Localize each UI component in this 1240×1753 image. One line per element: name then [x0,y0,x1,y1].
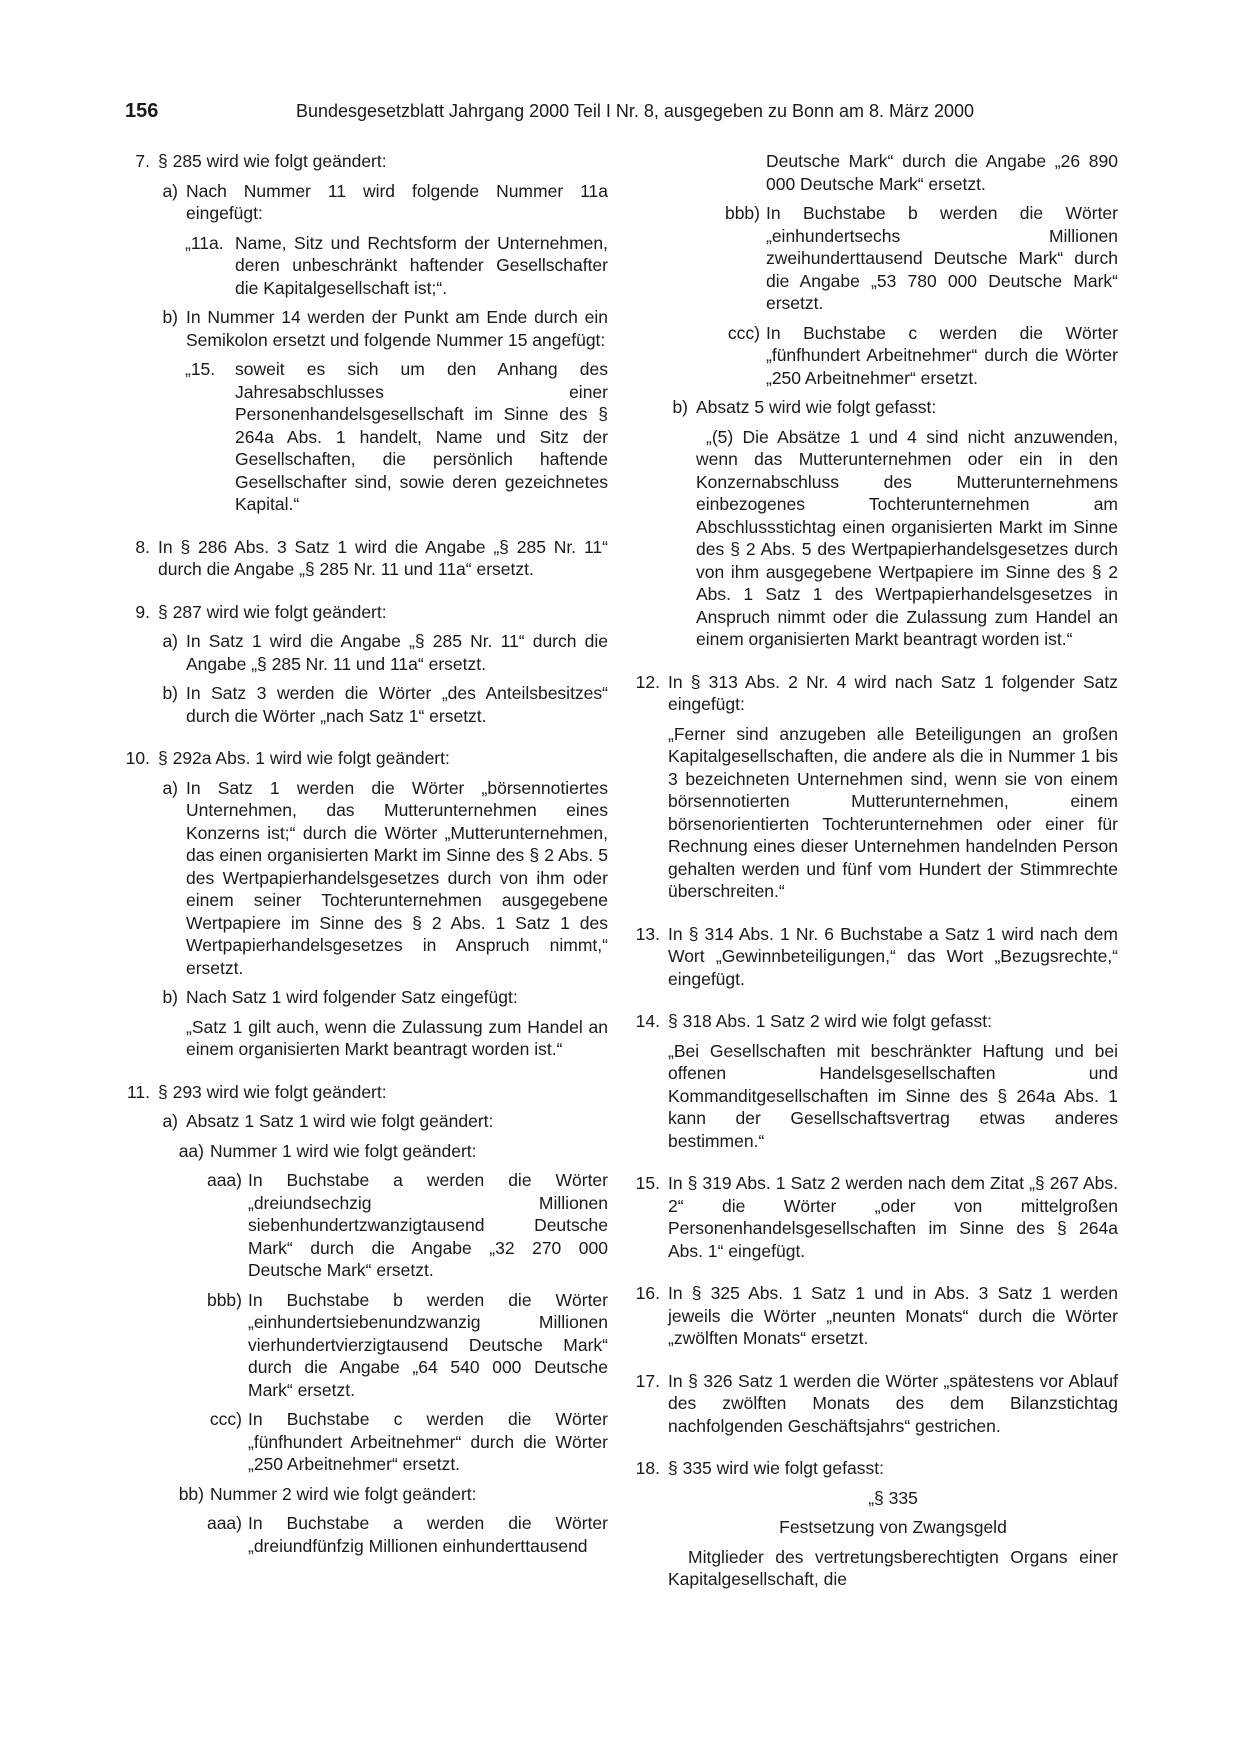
list-item [120,358,608,516]
continued-text: Deutsche Mark“ durch die Angabe „26 890 000 Deutsche Mark“ ersetzt. [766,151,1118,194]
item-number: b) [162,683,178,703]
list-item [630,396,1118,419]
list-item [630,1370,1118,1438]
item-text: In Buchstabe a werden die Wörter „dreiundfünfzig Millionen einhunderttausend [248,1513,608,1556]
item-number: 15. [635,1173,660,1193]
list-item [630,322,1118,390]
left-column [120,150,608,1557]
item-text: In § 326 Satz 1 werden die Wörter „spätestens vor Ablauf des zwölften Monats des dem Bilanzstichtag nachfolgenden Geschäftsjahrs“ gestrichen. [668,1370,1118,1436]
item-number: ccc) [727,322,760,343]
list-item [630,1282,1118,1350]
quoted-text: „Ferner sind anzugeben alle Beteiligungen an großen Kapitalgesellschaften, die andere als die in Nummer 1 bis 3 bezeichneten Unternehmen sind, wenn sie von einem börsennotierten Mutterunternehmen, einem börsenorientierten Tochterunternehmen oder einer für Rechnung eines dieser Unternehmen handelnden Person gehalten werden und fünf vom Hundert der Stimmrechte überschreiten.“ [668,723,1118,901]
item-text: In Buchstabe b werden die Wörter „einhundertsechs Millionen zweihunderttausend Deutsche Mark“ durch die Angabe „53 780 000 Deutsche Mark“ ersetzt. [766,203,1118,313]
item-text: soweit es sich um den Anhang des Jahresabschlusses einer Personenhandelsgesellschaft im Sinne des § 264a Abs. 1 handelt, Name und Sitz der Gesellschaften, die persönlich haftende Gesellschafter sind, sowie deren gezeichnetes Kapital.“ [235,359,608,514]
item-number: aa) [178,1140,204,1161]
item-number: bbb) [206,1289,242,1310]
item-text: Nummer 2 wird wie folgt geändert: [210,1483,477,1504]
list-item [120,747,608,770]
item-number: 16. [635,1283,660,1303]
item-number: 11. [126,1081,150,1102]
list-item [120,601,608,624]
list-item [120,180,608,225]
quoted-text: „Bei Gesellschaften mit beschränkter Haftung und bei offenen Handelsgesellschaften und Kommanditgesellschaften im Sinne des § 264a Abs. 1 kann der Gesellschaftsvertrag etwas anderes bestimmen.“ [668,1040,1118,1151]
item-number: b) [162,987,178,1007]
item-text: In § 313 Abs. 2 Nr. 4 wird nach Satz 1 folgender Satz eingefügt: [668,671,1118,714]
list-item [120,777,608,980]
item-number: a) [162,180,178,201]
item-text: In § 319 Abs. 1 Satz 2 werden nach dem Zitat „§ 267 Abs. 2“ die Wörter „oder von mittelgroßen Personenhandelsgesellschaften im Sinne des § 264a Abs. 1“ eingefügt. [668,1173,1118,1261]
list-item [120,1289,608,1402]
item-number: b) [672,397,688,417]
item-number: 18. [635,1458,660,1478]
list-item [120,986,608,1009]
item-number: bbb) [724,203,760,223]
item-number: a) [162,777,178,798]
list-item [120,232,608,300]
list-item [630,1172,1118,1262]
item-number: 14. [635,1011,660,1031]
list-item [630,1457,1118,1480]
item-text: Absatz 1 Satz 1 wird wie folgt geändert: [186,1111,494,1131]
page-number: 156 [125,100,159,122]
item-number: a) [162,631,178,651]
item-number: 10. [125,748,150,768]
item-text: In Buchstabe b werden die Wörter „einhundertsiebenundzwanzig Millionen vierhundertvierzigtausend Deutsche Mark“ durch die Angabe „64 540 000 Deutsche Mark“ ersetzt. [248,1289,608,1400]
section-text: Mitglieder des vertretungsberechtigten Organs einer Kapitalgesellschaft, die [668,1546,1118,1589]
item-text: § 293 wird wie folgt geändert: [158,1081,387,1102]
list-item [120,1169,608,1282]
item-number: b) [162,307,178,327]
item-number: 12. [635,671,660,692]
list-item [120,1081,608,1104]
section-number: „§ 335 [868,1487,918,1508]
item-text: § 335 wird wie folgt gefasst: [668,1458,884,1478]
item-number: aaa) [206,1170,242,1190]
list-item [120,1110,608,1133]
item-number: 9. [135,601,150,622]
item-number: ccc) [209,1409,242,1429]
item-number: 7. [135,151,150,171]
item-number: a) [162,1111,178,1131]
list-item [120,150,608,173]
list-item [120,1512,608,1557]
item-text: In § 286 Abs. 3 Satz 1 wird die Angabe „§ 285 Nr. 11“ durch die Angabe „§ 285 Nr. 11 und 11a“ ersetzt. [158,536,608,579]
running-title: Bundesgesetzblatt Jahrgang 2000 Teil I Nr. 8, ausgegeben zu Bonn am 8. März 2000 [295,101,975,121]
item-text: § 318 Abs. 1 Satz 2 wird wie folgt gefasst: [668,1011,992,1031]
item-text: In Buchstabe c werden die Wörter „fünfhundert Arbeitnehmer“ durch die Wörter „250 Arbeitnehmer“ ersetzt. [766,322,1118,388]
quoted-text: „(5) Die Absätze 1 und 4 sind nicht anzuwenden, wenn das Mutterunternehmen oder ein in den Konzernabschluss des Mutterunternehmens einbezogenes Tochterunternehmen am Abschlussstichtag einen organisierten Markt im Sinne des § 2 Abs. 5 des Wertpapierhandelsgesetzes durch von ihm ausgegebene Wertpapiere im Sinne des § 2 Abs. 1 Satz 1 des Wertpapierhandelsgesetzes in Anspruch nimmt oder die Zulassung zum Handel an einem organisierten Markt beantragt worden ist.“ [696,426,1118,649]
item-text: Absatz 5 wird wie folgt gefasst: [696,397,937,417]
list-item [120,1140,608,1163]
right-column [630,150,1118,1591]
item-number: „11a. [185,232,224,253]
page-header [125,100,1115,126]
item-text: Name, Sitz und Rechtsform der Unternehmen, deren unbeschränkt haftender Gesellschafter die Kapitalgesellschaft ist;“. [235,232,608,298]
item-number: bb) [178,1483,204,1504]
list-item [120,682,608,727]
list-item [120,536,608,581]
item-text: In Satz 3 werden die Wörter „des Anteilsbesitzes“ durch die Wörter „nach Satz 1“ ersetzt. [186,683,608,726]
list-item [120,630,608,675]
item-text: § 285 wird wie folgt geändert: [158,151,387,171]
quoted-text: „Satz 1 gilt auch, wenn die Zulassung zum Handel an einem organisierten Markt beantragt worden ist.“ [186,1016,608,1059]
item-number: 8. [135,536,150,557]
item-number: 13. [635,923,660,944]
item-text: In § 325 Abs. 1 Satz 1 und in Abs. 3 Satz 1 werden jeweils die Wörter „neunten Monats“ durch die Wörter „zwölften Monats“ ersetzt. [668,1283,1118,1348]
item-text: Nach Nummer 11 wird folgende Nummer 11a eingefügt: [186,180,608,223]
item-text: In § 314 Abs. 1 Nr. 6 Buchstabe a Satz 1 wird nach dem Wort „Gewinnbeteiligungen,“ das Wort „Bezugsrechte,“ eingefügt. [668,923,1118,989]
item-number: aaa) [206,1513,242,1533]
list-item [630,671,1118,716]
list-item [120,1408,608,1476]
item-text: § 292a Abs. 1 wird wie folgt geändert: [158,748,450,768]
item-text: In Nummer 14 werden der Punkt am Ende durch ein Semikolon ersetzt und folgende Nummer 15 angefügt: [186,307,608,350]
section-heading: Festsetzung von Zwangsgeld [779,1517,1007,1537]
list-item [630,1010,1118,1033]
item-text: § 287 wird wie folgt geändert: [158,601,387,622]
item-text: Nach Satz 1 wird folgender Satz eingefügt: [186,987,518,1007]
item-text: In Buchstabe c werden die Wörter „fünfhundert Arbeitnehmer“ durch die Wörter „250 Arbeitnehmer“ ersetzt. [248,1409,608,1474]
item-text: Nummer 1 wird wie folgt geändert: [210,1140,477,1161]
list-item [120,1483,608,1506]
item-number: „15. [185,359,216,379]
item-text: In Buchstabe a werden die Wörter „dreiundsechzig Millionen siebenhundertzwanzigtausend Deutsche Mark“ durch die Angabe „32 270 000 Deutsche Mark“ ersetzt. [248,1170,608,1280]
item-text: In Satz 1 werden die Wörter „börsennotiertes Unternehmen, das Mutterunternehmen eines Konzerns ist;“ durch die Wörter „Mutterunternehmen, das einen organisierten Markt im Sinne des § 2 Abs. 5 des Wertpapierhandelsgesetzes durch von ihm oder einem seiner Tochterunternehmen ausgegebene Wertpapiere im Sinne des § 2 Abs. 1 Satz 1 des Wertpapierhandelsgesetzes in Anspruch nimmt,“ ersetzt. [186,777,608,978]
item-number: 17. [635,1370,660,1391]
list-item [120,306,608,351]
list-item [630,202,1118,315]
item-text: In Satz 1 wird die Angabe „§ 285 Nr. 11“ durch die Angabe „§ 285 Nr. 11 und 11a“ ersetzt. [186,631,608,674]
list-item [630,923,1118,991]
